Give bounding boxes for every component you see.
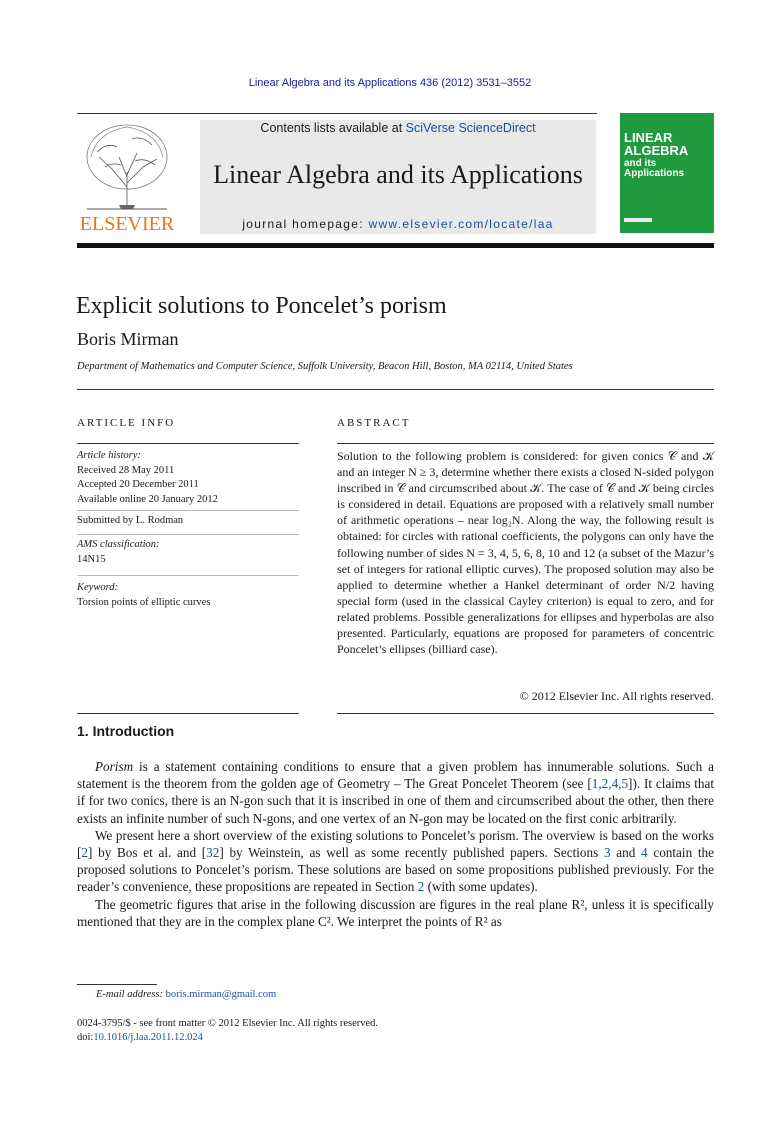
abstract-heading: ABSTRACT — [337, 417, 411, 429]
article-info-heading: ARTICLE INFO — [77, 417, 176, 429]
intro-paragraph-3: The geometric figures that arise in the following discussion are figures in the real plane R², unless it is specifically mentioned that they are in the complex plane C². We interpret the points of R² as — [77, 896, 714, 929]
citation-link[interactable]: 2 — [81, 845, 88, 861]
abstract-text: Solution to the following problem is considered: for given conics 𝒞 and 𝒦 and an integer N ≥ 3, determine whether there exists a closed N-sided polygon inscribed in 𝒞 and circumscribed about 𝒦. The case of 𝒞 and 𝒦 being circles is considered in detail. Equations are proposed with a relatively small number of arithmetic operations – near log₂N. Along the way, the following result is obtained: for circles with rational coefficients, the polygons can only have the following number of sides N = 3, 4, 5, 6, 8, 10 and 12 (a subset of the Mazur’s set of integers for rational elliptic curves). The proposed solution may also be applied to determine whether a Hankel determinant of order N/2 having special form (used in the classical Cayley criterion) is equal to zero, and for related problems. Possible generalizations for ellipses and hyperbolas are also presented. Particularly, equations are proposed for parameters of concentric Poncelet’s ellipses (billiard case). — [337, 449, 714, 657]
intro-text: contain the proposed solutions to Poncelet’s porism. These solutions are based on some propositions published previously. For the reader’s convenience, these propositions are repeated in Section — [77, 845, 714, 895]
intro-paragraph-2 — [77, 827, 714, 896]
publisher-wordmark: ELSEVIER — [79, 213, 175, 235]
cover-line-4: Applications — [624, 168, 685, 179]
intro-text: and — [610, 845, 642, 861]
contents-line — [200, 121, 596, 135]
cover-subtitle — [624, 159, 684, 179]
section-link[interactable]: 4 — [641, 845, 648, 861]
doi-label: doi: — [77, 1032, 94, 1043]
citation-link[interactable]: 1,2,4,5 — [591, 776, 629, 792]
cover-line-3: and its — [624, 158, 657, 169]
section-link[interactable]: 2 — [417, 879, 425, 895]
header-top-rule — [77, 113, 597, 114]
issn-line: 0024-3795/$ - see front matter © 2012 Elsevier Inc. All rights reserved. — [77, 1018, 379, 1029]
intro-paragraph-1 — [77, 758, 714, 827]
intro-text: ] by Weinstein, as well as some recently published papers. Sections — [219, 845, 604, 861]
article-title: Explicit solutions to Poncelet’s porism — [76, 293, 447, 319]
abstract-copyright: © 2012 Elsevier Inc. All rights reserved. — [519, 689, 714, 703]
cover-bar — [624, 218, 652, 222]
porism-term: Porism — [95, 759, 134, 774]
intro-text: is a statement containing conditions to ensure that a given problem has innumerable solutions. Such a statement is the theorem from the golden age of Geometry – The Great Poncelet Theorem (see [ — [77, 759, 714, 792]
ams-classification — [77, 538, 299, 567]
article-history — [77, 449, 299, 507]
keywords — [77, 581, 299, 610]
submitted-by: Submitted by L. Rodman — [77, 515, 184, 526]
email-label: E-mail address: — [96, 989, 166, 1000]
sciencedirect-link[interactable]: SciVerse ScienceDirect — [405, 121, 536, 135]
affiliation-rule — [77, 389, 714, 390]
intro-text: (with some updates). — [424, 879, 538, 895]
homepage-link[interactable]: www.elsevier.com/locate/laa — [368, 217, 554, 231]
cover-title — [624, 131, 688, 157]
info-separator — [77, 534, 299, 535]
introduction-body — [77, 758, 714, 930]
info-separator — [77, 575, 299, 576]
doi-line — [77, 1032, 203, 1043]
article-info-rule — [77, 443, 299, 444]
ams-label: AMS classification: — [77, 539, 160, 550]
abstract-bottom-rule — [337, 713, 714, 714]
online-date: Available online 20 January 2012 — [77, 493, 218, 505]
email-footnote — [96, 989, 276, 1000]
intro-text: ]). It claims that if for two conics, there is an N-gon such that it is inscribed in one of them and circumscribed about the other, then there exists an infinite number of such N-gons, and one vertex of an N-gon may be located on the first conic arbitrarily. — [77, 776, 714, 826]
footnote-rule — [77, 984, 157, 985]
received-date: Received 28 May 2011 — [77, 464, 175, 476]
journal-reference: Linear Algebra and its Applications 436 (2012) 3531–3552 — [248, 77, 532, 89]
info-separator — [77, 510, 299, 511]
header-thick-rule — [77, 243, 714, 248]
intro-text: We present here a short overview of the existing solutions to Poncelet’s porism. The overview is based on the works [ — [77, 827, 714, 861]
homepage-prefix: journal homepage: — [242, 217, 369, 231]
history-label: Article history: — [77, 450, 141, 461]
journal-cover — [620, 113, 714, 233]
article-info-bottom-rule — [77, 713, 299, 714]
intro-text: ] by Bos et al. and [ — [88, 845, 207, 861]
homepage-line — [200, 217, 596, 231]
journal-title: Linear Algebra and its Applications — [213, 160, 583, 189]
contents-prefix: Contents lists available at — [260, 121, 406, 135]
abstract-rule — [337, 443, 714, 444]
author-affiliation: Department of Mathematics and Computer Science, Suffolk University, Beacon Hill, Boston, MA 02114, United States — [77, 361, 573, 372]
cover-line-2: ALGEBRA — [624, 143, 689, 158]
section-link[interactable]: 3 — [603, 845, 611, 861]
author-name: Boris Mirman — [77, 329, 179, 349]
accepted-date: Accepted 20 December 2011 — [77, 479, 199, 490]
section-heading-introduction: 1. Introduction — [77, 723, 175, 739]
doi-link[interactable]: 10.1016/j.laa.2011.12.024 — [93, 1032, 203, 1043]
ams-value: 14N15 — [77, 553, 106, 565]
citation-link[interactable]: 32 — [206, 845, 220, 861]
email-link[interactable]: boris.mirman@gmail.com — [165, 989, 277, 1000]
keyword-label: Keyword: — [77, 582, 119, 593]
cover-line-1: LINEAR — [624, 130, 673, 145]
keyword-value: Torsion points of elliptic curves — [77, 596, 211, 608]
